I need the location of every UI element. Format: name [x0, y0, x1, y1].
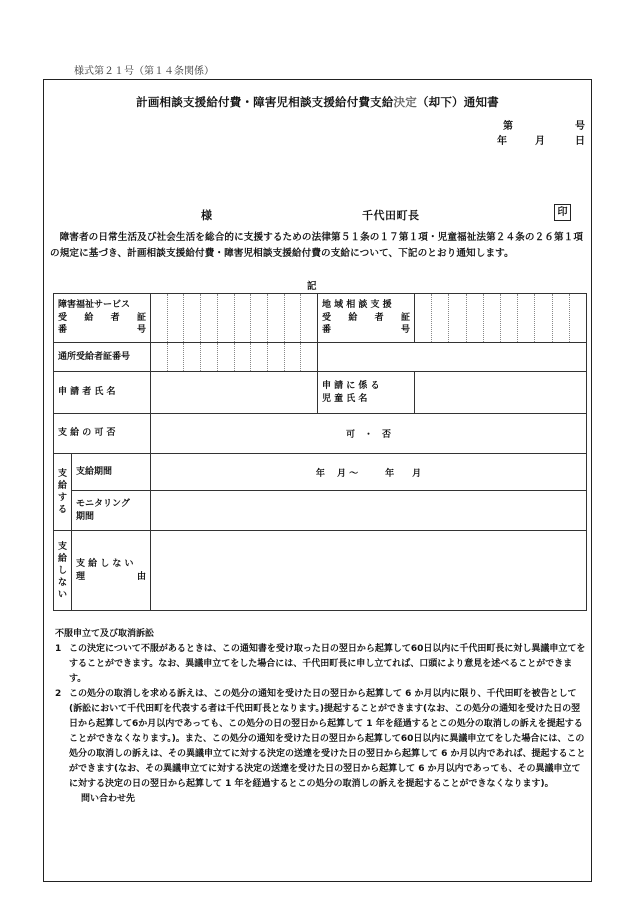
notice-body: 障害者の日常生活及び社会生活を総合的に支援するための法律第５１条の１７第１項・児童福祉法第２４条の２６第１項の規定に基づき、計画相談支援給付費・障害児相談支援給付費の支給について、下記のとおり通知します。: [50, 232, 584, 259]
ki-heading: 記: [307, 281, 317, 292]
regional-cert-line1: 地 域 相 談 支 援: [322, 300, 392, 311]
applicant-name-label: 申 請 者 氏 名: [54, 372, 151, 414]
child-name-line2: 児 童 氏 名: [322, 393, 368, 404]
table-row-certificate: [54, 294, 587, 343]
approval-choice[interactable]: 可 ・ 否: [151, 414, 587, 454]
char: 号: [137, 325, 147, 336]
appeal-notes: [55, 627, 587, 807]
date-year: 年: [497, 136, 507, 147]
char: 給: [348, 312, 358, 323]
title-decision: 決定: [393, 95, 417, 109]
char: 受: [322, 312, 332, 323]
child-name-field[interactable]: [415, 372, 587, 414]
service-cert-line1: 障害福祉サービス: [58, 300, 131, 311]
char: 由: [137, 571, 147, 582]
service-cert-line3: [58, 324, 150, 337]
child-name-line1: 申 請 に 係 る: [322, 380, 380, 391]
service-cert-label: [54, 294, 151, 343]
note-item: [55, 642, 587, 687]
table-row-monitoring: [54, 491, 587, 531]
reason-line2: [76, 571, 150, 584]
table-row-approval: [54, 414, 587, 454]
reason-field[interactable]: [151, 531, 587, 611]
note-number: 1: [55, 644, 62, 654]
note-item: [55, 687, 587, 792]
table-row-period: [54, 454, 587, 491]
number-suffix: 号: [575, 121, 585, 132]
monitoring-label: [72, 491, 151, 531]
seal-mark: 印: [554, 204, 571, 221]
char: 給: [84, 312, 94, 323]
regional-cert-label: [318, 294, 415, 343]
char: 理: [76, 571, 86, 582]
date-month: 月: [535, 136, 545, 147]
char: 番: [322, 325, 332, 336]
issuer: 千代田町長: [362, 209, 420, 222]
title-main: 計画相談支援給付費・障害児相談支援給付費支給: [136, 95, 394, 109]
document-frame: [43, 79, 592, 882]
char: 受: [58, 312, 68, 323]
number-prefix: 第: [503, 121, 513, 132]
document-title: [44, 94, 591, 110]
regional-cert-line2: [322, 312, 414, 325]
monitoring-field[interactable]: [151, 491, 587, 531]
char: 証: [136, 312, 146, 323]
char: 号: [401, 325, 411, 336]
approval-label: 支 給 の 可 否: [54, 414, 151, 454]
reason-line1: 支 給 し な い: [76, 558, 134, 569]
no-grant-group-label: 支 給 し な い: [54, 531, 72, 611]
day-service-cert-label: 通所受給者証番号: [54, 343, 151, 372]
child-name-label: [318, 372, 415, 414]
addressee: 様: [201, 209, 212, 222]
reason-label: [72, 531, 151, 611]
digit-cells: [151, 294, 317, 342]
notice-table: [53, 293, 587, 611]
note-number: 2: [55, 689, 62, 699]
day-service-cert-number-field[interactable]: [151, 343, 318, 372]
blank-cell: [318, 343, 587, 372]
grant-group-label: 支 給 す る: [54, 454, 72, 531]
period-field[interactable]: 年 月 ～ 年 月: [151, 454, 587, 491]
monitoring-line2: 期間: [76, 511, 95, 522]
regional-cert-line3: [322, 324, 414, 337]
digit-cells: [415, 294, 586, 342]
table-row-reason: [54, 531, 587, 611]
applicant-name-field[interactable]: [151, 372, 318, 414]
note-text: この決定について不服があるときは、この通知書を受け取った日の翌日から起算して60日以内に千代田町長に対し異議申立てをすることができます。なお、異議申立てをした場合には、千代田町長に申し立てれば、口頭により意見を述べることができます。: [69, 644, 586, 684]
monitoring-line1: モニタリング: [76, 498, 130, 509]
service-cert-line2: [58, 312, 150, 325]
date-day: 日: [575, 136, 585, 147]
digit-cells: [151, 343, 317, 371]
char: 者: [374, 312, 384, 323]
char: 番: [58, 325, 68, 336]
table-row-day-service: [54, 343, 587, 372]
notes-list: [55, 642, 587, 792]
form-code: 様式第２１号（第１４条関係）: [74, 66, 214, 77]
period-label: 支給期間: [72, 454, 151, 491]
title-tail: （却下）通知書: [416, 95, 499, 109]
contact-label: 問い合わせ先: [81, 794, 136, 804]
service-cert-number-field[interactable]: [151, 294, 318, 343]
table-row-names: [54, 372, 587, 414]
notes-heading: 不服申立て及び取消訴訟: [55, 629, 155, 639]
note-text: この処分の取消しを求める訴えは、この処分の通知を受けた日の翌日から起算して 6 か月以内に限り、千代田町を被告として(訴訟において千代田町を代表する者は千代田町長となります。)提起することができます(なお、この処分の通知を受けた日の翌日から起算して6か月以内であっても、この処分の日の翌日から起算して 1 年を経過するとこの処分の取消しの訴えを提起することができなくなります。)。また、この処分の通知を受けた日の翌日から起算して60日以内に異議申立てをした場合には、この処分の取消しの訴えは、その異議申立てに対する決定の送達を受けた日の翌日から起算して 6 か月以内であれば、提起することができます(なお、その異議申立てに対する決定の送達を受けた日の翌日から起算して 6 か月以内であっても、その異議申立てに対する決定の日の翌日から起算して 1 年を経過するとこの処分の取消しの訴えを提起することができなくなります)。: [69, 689, 586, 789]
regional-cert-number-field[interactable]: [415, 294, 587, 343]
char: 者: [110, 312, 120, 323]
char: 証: [401, 312, 411, 323]
